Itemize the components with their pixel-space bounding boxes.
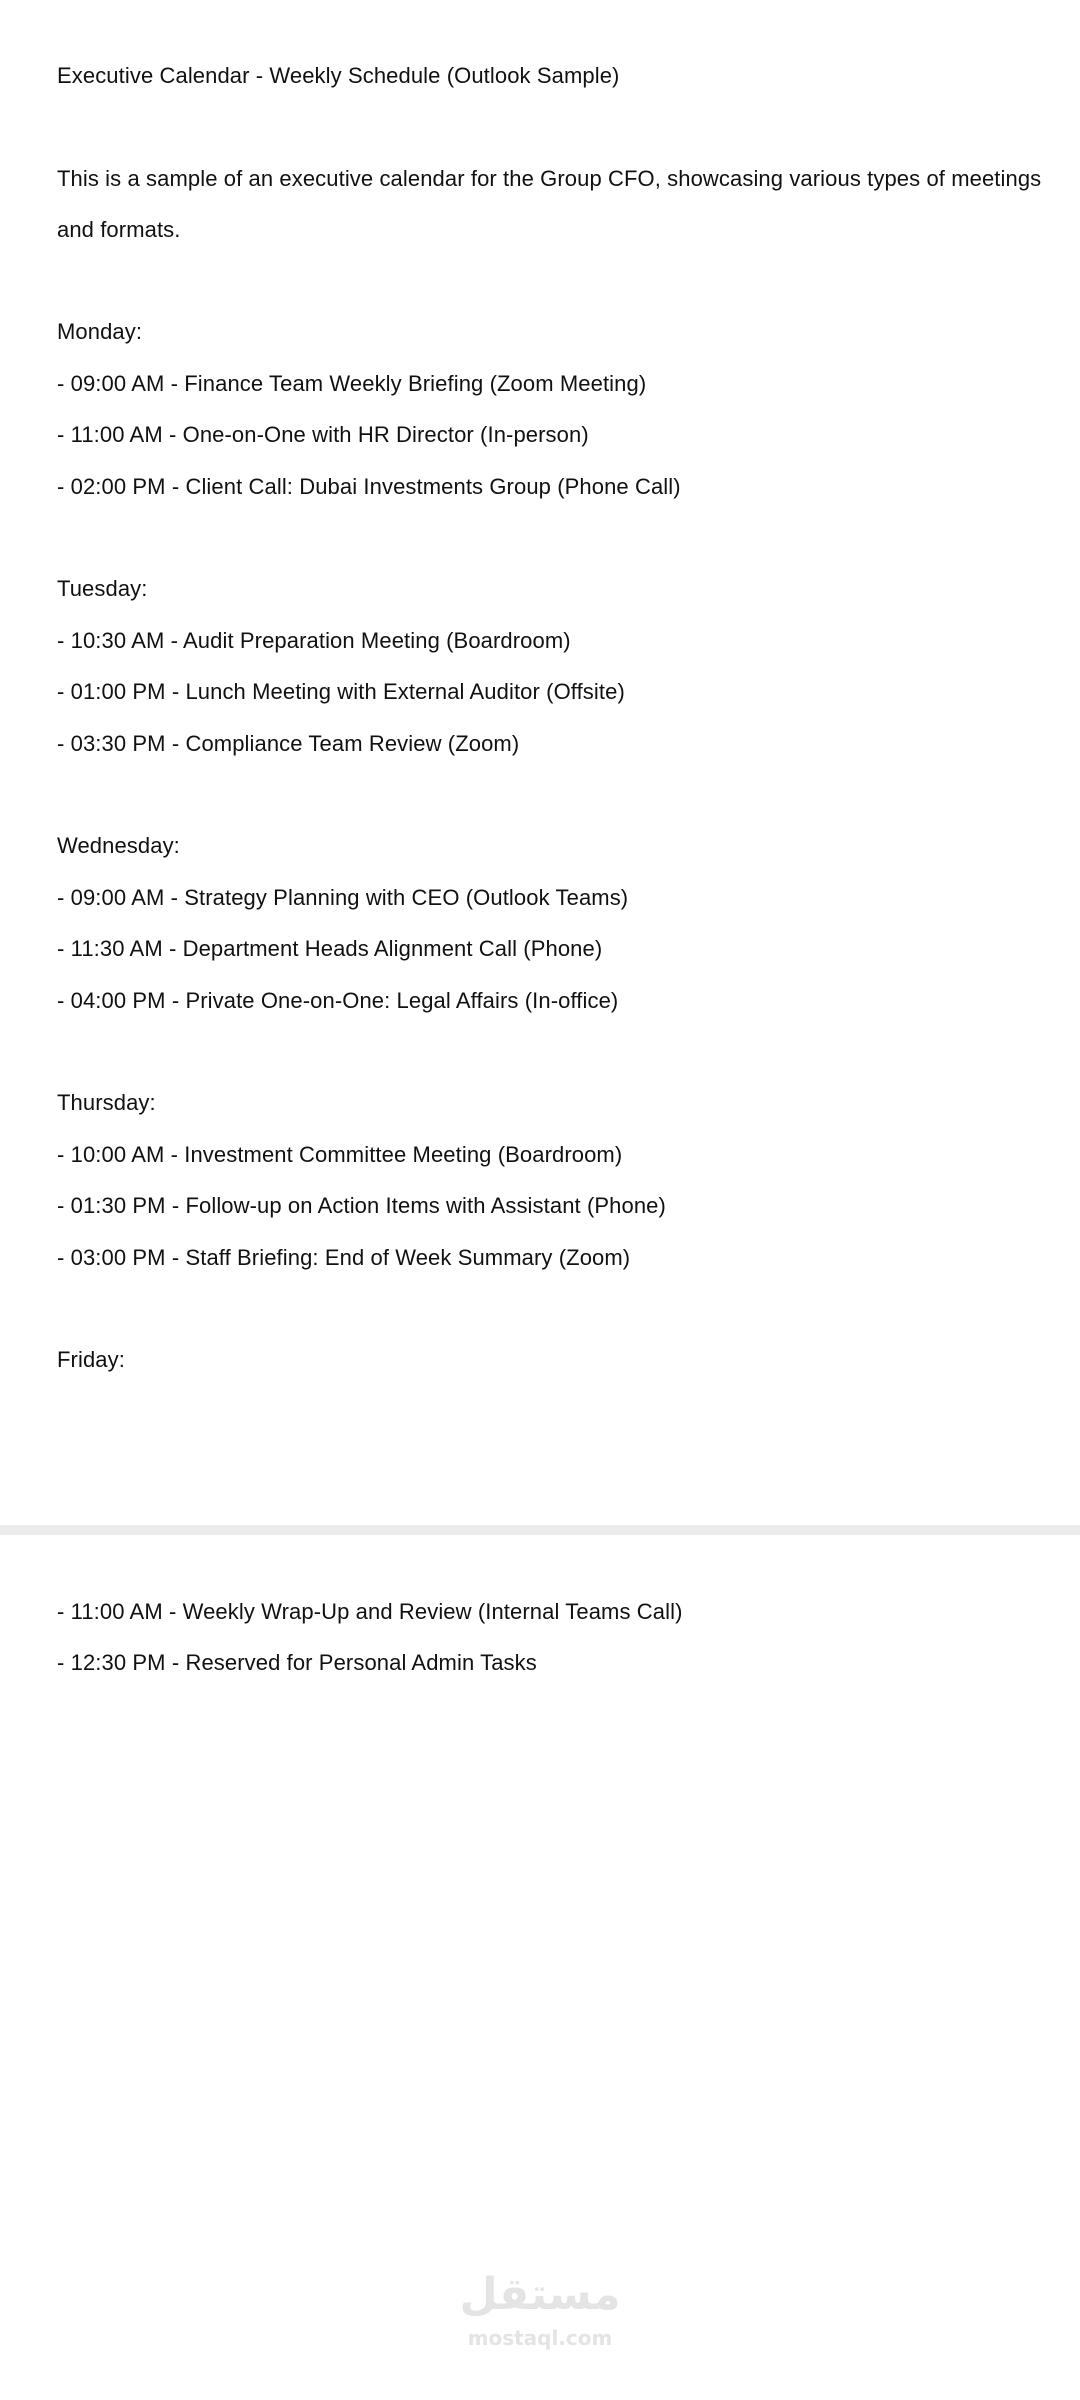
day-heading-thursday: Thursday: [57, 1090, 156, 1115]
intro-paragraph-line-1: This is a sample of an executive calendar for the Group CFO, showcasing various types of meetings [57, 166, 1042, 191]
day-heading-friday: Friday: [57, 1347, 125, 1372]
schedule-item: - 01:00 PM - Lunch Meeting with External Auditor (Offsite) [57, 679, 625, 704]
watermark-logo: مستقل [459, 2269, 621, 2320]
schedule-item: - 01:30 PM - Follow-up on Action Items with Assistant (Phone) [57, 1193, 666, 1218]
intro-paragraph-line-2: and formats. [57, 217, 181, 242]
schedule-item: - 12:30 PM - Reserved for Personal Admin Tasks [57, 1650, 537, 1675]
page-break [0, 1525, 1080, 1535]
schedule-item: - 10:30 AM - Audit Preparation Meeting (Boardroom) [57, 628, 571, 653]
schedule-item: - 09:00 AM - Strategy Planning with CEO (Outlook Teams) [57, 885, 629, 910]
schedule-item: - 03:30 PM - Compliance Team Review (Zoom) [57, 731, 520, 756]
document-title: Executive Calendar - Weekly Schedule (Outlook Sample) [57, 63, 620, 88]
day-heading-monday: Monday: [57, 319, 143, 344]
watermark-url: mostaql.com [467, 2326, 613, 2350]
schedule-item: - 11:30 AM - Department Heads Alignment Call (Phone) [57, 936, 603, 961]
day-heading-wednesday: Wednesday: [57, 833, 180, 858]
schedule-item: - 02:00 PM - Client Call: Dubai Investments Group (Phone Call) [57, 474, 681, 499]
schedule-item: - 10:00 AM - Investment Committee Meeting (Boardroom) [57, 1142, 623, 1167]
schedule-item: - 04:00 PM - Private One-on-One: Legal Affairs (In-office) [57, 988, 619, 1013]
day-heading-tuesday: Tuesday: [57, 576, 148, 601]
schedule-item: - 03:00 PM - Staff Briefing: End of Week Summary (Zoom) [57, 1245, 631, 1270]
schedule-item: - 11:00 AM - Weekly Wrap-Up and Review (Internal Teams Call) [57, 1599, 683, 1624]
schedule-item: - 09:00 AM - Finance Team Weekly Briefing (Zoom Meeting) [57, 371, 647, 396]
schedule-item: - 11:00 AM - One-on-One with HR Director (In-person) [57, 422, 589, 447]
